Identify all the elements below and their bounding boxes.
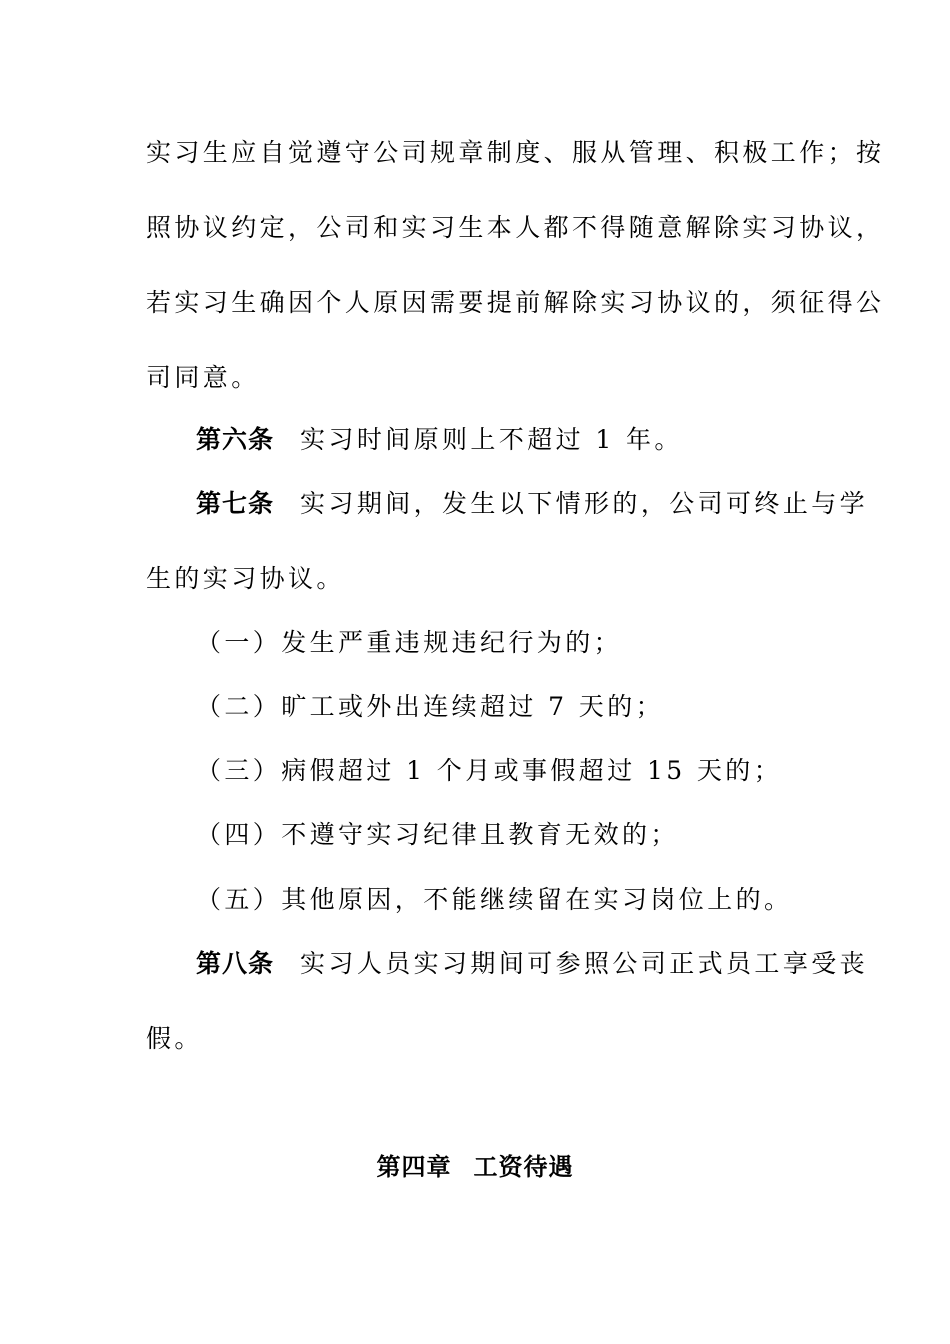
list-item: （一）发生严重违规违纪行为的； — [196, 628, 623, 657]
article-7-continuation: 生的实习协议。 — [146, 564, 345, 593]
article-6-label: 第六条 — [196, 425, 275, 454]
list-item: （五）其他原因，不能继续留在实习岗位上的。 — [196, 885, 793, 914]
article-8-text: 实习人员实习期间可参照公司正式员工享受丧 — [300, 949, 869, 978]
paragraph-line: 照协议约定，公司和实习生本人都不得随意解除实习协议， — [146, 213, 885, 242]
article-8-continuation: 假。 — [146, 1024, 203, 1053]
article-8 — [196, 949, 868, 979]
article-7-text: 实习期间，发生以下情形的，公司可终止与学 — [300, 489, 869, 518]
chapter-title: 工资待遇 — [473, 1153, 574, 1181]
paragraph-line: 实习生应自觉遵守公司规章制度、服从管理、积极工作；按 — [146, 138, 885, 167]
paragraph-line: 司同意。 — [146, 363, 260, 392]
paragraph-line: 若实习生确因个人原因需要提前解除实习协议的，须征得公 — [146, 288, 885, 317]
article-8-label: 第八条 — [196, 949, 275, 978]
article-6 — [196, 425, 683, 455]
list-item: （二）旷工或外出连续超过 7 天的； — [196, 692, 665, 721]
list-item: （三）病假超过 1 个月或事假超过 15 天的； — [196, 756, 783, 785]
chapter-label: 第四章 — [376, 1153, 452, 1181]
chapter-heading — [0, 1152, 950, 1182]
article-6-text: 实习时间原则上不超过 1 年。 — [300, 425, 683, 454]
article-7-label: 第七条 — [196, 489, 275, 518]
list-item: （四）不遵守实习纪律且教育无效的； — [196, 820, 679, 849]
article-7 — [196, 489, 868, 519]
